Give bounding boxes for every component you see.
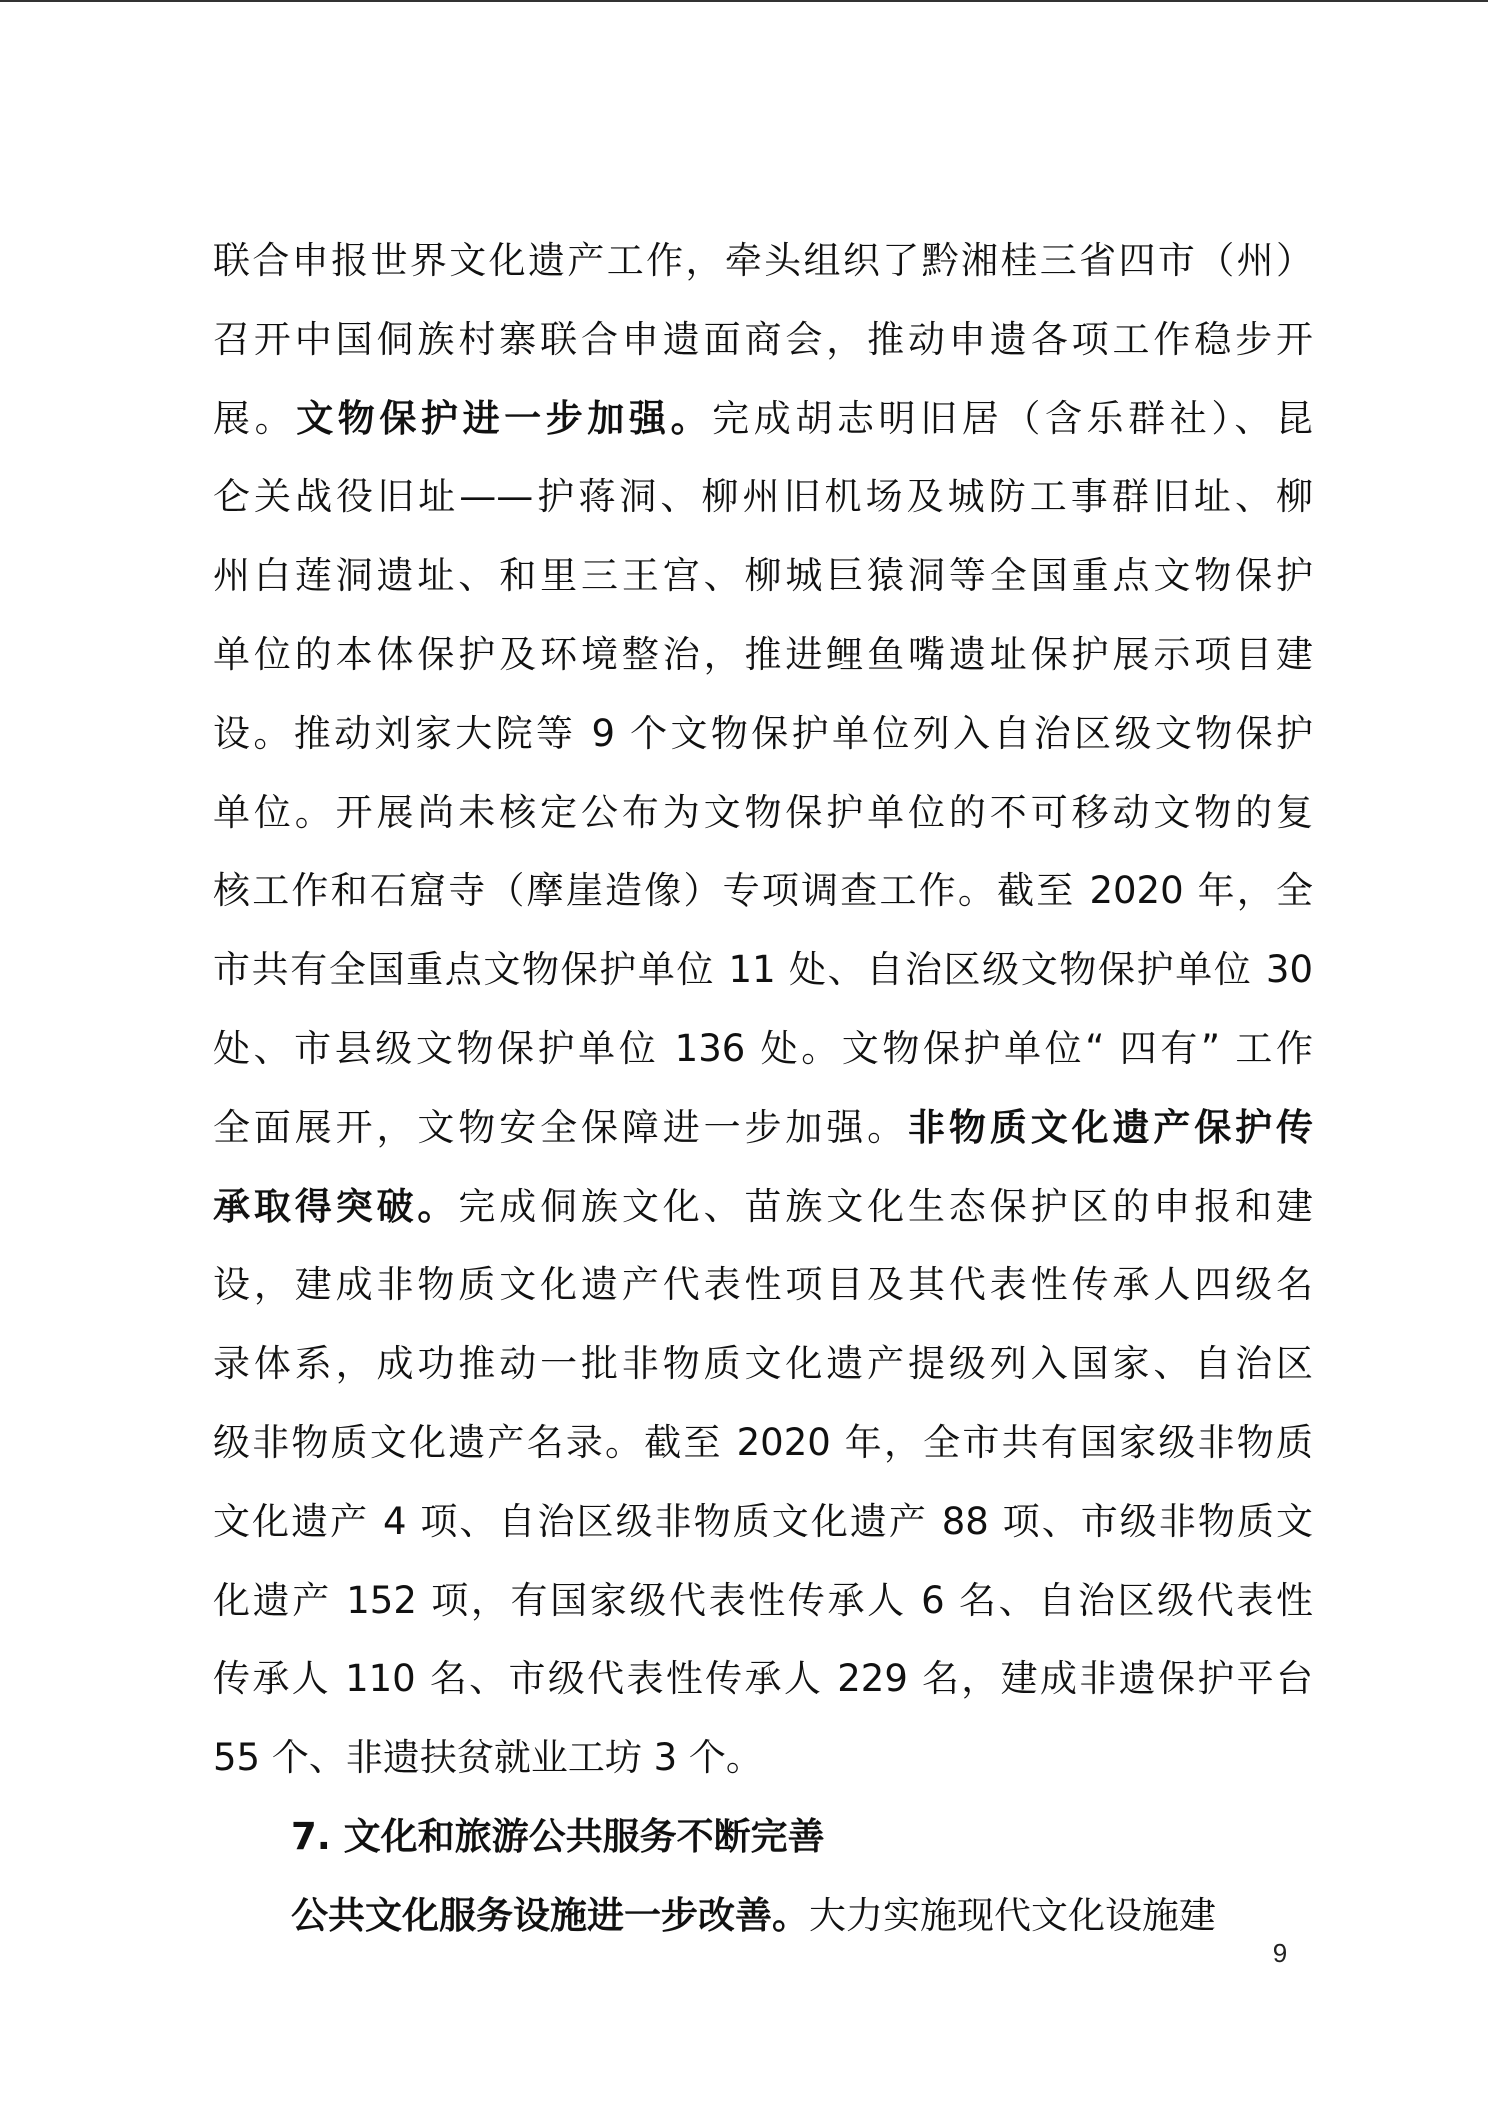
text-line: [213, 1325, 1313, 1404]
bold-phrase: 公共文化服务设施进一步改善。: [291, 1893, 809, 1937]
text-line: [213, 380, 1313, 459]
text-run: 传承人 110 名、市级代表性传承人 229 名，建成非遗保护平台: [213, 1657, 1313, 1701]
text-line: [213, 1562, 1313, 1641]
text-run: 级非物质文化遗产名录。截至 2020 年，全市共有国家级非物质: [213, 1420, 1313, 1464]
page-number: 9: [1272, 1938, 1288, 1968]
text-run: 核工作和石窟寺（摩崖造像）专项调查工作。截至 2020 年，全: [213, 869, 1313, 913]
text-line: [213, 616, 1313, 695]
text-run: 召开中国侗族村寨联合申遗面商会，推动申遗各项工作稳步开: [213, 317, 1313, 361]
text-line: [213, 1168, 1313, 1247]
text-line: [213, 537, 1313, 616]
text-run: 州白莲洞遗址、和里三王宫、柳城巨猿洞等全国重点文物保护: [213, 554, 1313, 598]
text-run: 单位。开展尚未核定公布为文物保护单位的不可移动文物的复: [213, 790, 1313, 834]
text-line: [213, 1483, 1313, 1562]
text-line: [213, 1877, 1313, 1956]
text-run: 设。推动刘家大院等 9 个文物保护单位列入自治区级文物保护: [213, 711, 1313, 755]
text-run: 全面展开，文物安全保障进一步加强。: [213, 1105, 909, 1149]
bold-phrase: 承取得突破。: [213, 1184, 459, 1228]
text-line: [213, 1010, 1313, 1089]
text-run: 单位的本体保护及环境整治，推进鲤鱼嘴遗址保护展示项目建: [213, 632, 1313, 676]
paragraph-cultural-heritage: [213, 222, 1313, 1798]
text-run: 文化遗产 4 项、自治区级非物质文化遗产 88 项、市级非物质文: [213, 1499, 1313, 1543]
text-run: 录体系，成功推动一批非物质文化遗产提级列入国家、自治区: [213, 1342, 1313, 1386]
text-line: [213, 1719, 1313, 1798]
text-line: [213, 1089, 1313, 1168]
text-line: [213, 931, 1313, 1010]
text-line: [213, 1246, 1313, 1325]
paragraph-public-facilities: [213, 1877, 1313, 1956]
page-top-border: [0, 0, 1488, 2]
text-line: [213, 458, 1313, 537]
text-run: 大力实施现代文化设施建: [809, 1893, 1216, 1937]
bold-phrase: 非物质文化遗产保护传: [908, 1105, 1314, 1149]
bold-phrase: 文物保护进一步加强。: [296, 396, 713, 440]
text-run: 仑关战役旧址——护蒋洞、柳州旧机场及城防工事群旧址、柳: [213, 475, 1313, 519]
text-run: 化遗产 152 项，有国家级代表性传承人 6 名、自治区级代表性: [213, 1578, 1313, 1622]
text-line: [213, 695, 1313, 774]
text-run: 完成胡志明旧居（含乐群社）、昆: [712, 396, 1314, 440]
text-line: [213, 301, 1313, 380]
text-line: [213, 1640, 1313, 1719]
text-run: 设，建成非物质文化遗产代表性项目及其代表性传承人四级名: [213, 1263, 1313, 1307]
text-run: 处、市县级文物保护单位 136 处。文物保护单位“ 四有” 工作: [213, 1026, 1313, 1070]
document-body: [213, 222, 1313, 1956]
text-line: [213, 852, 1313, 931]
text-run: 联合申报世界文化遗产工作，牵头组织了黔湘桂三省四市（州）: [213, 239, 1313, 282]
section-heading: 7. 文化和旅游公共服务不断完善: [291, 1814, 825, 1858]
text-run: 55 个、非遗扶贫就业工坊 3 个。: [213, 1736, 763, 1780]
text-run: 完成侗族文化、苗族文化生态保护区的申报和建: [458, 1184, 1314, 1228]
text-line: [213, 1404, 1313, 1483]
text-line: [213, 774, 1313, 853]
text-run: 市共有全国重点文物保护单位 11 处、自治区级文物保护单位 30: [213, 948, 1313, 992]
text-run: 展。: [213, 396, 297, 440]
text-line: [213, 222, 1313, 301]
